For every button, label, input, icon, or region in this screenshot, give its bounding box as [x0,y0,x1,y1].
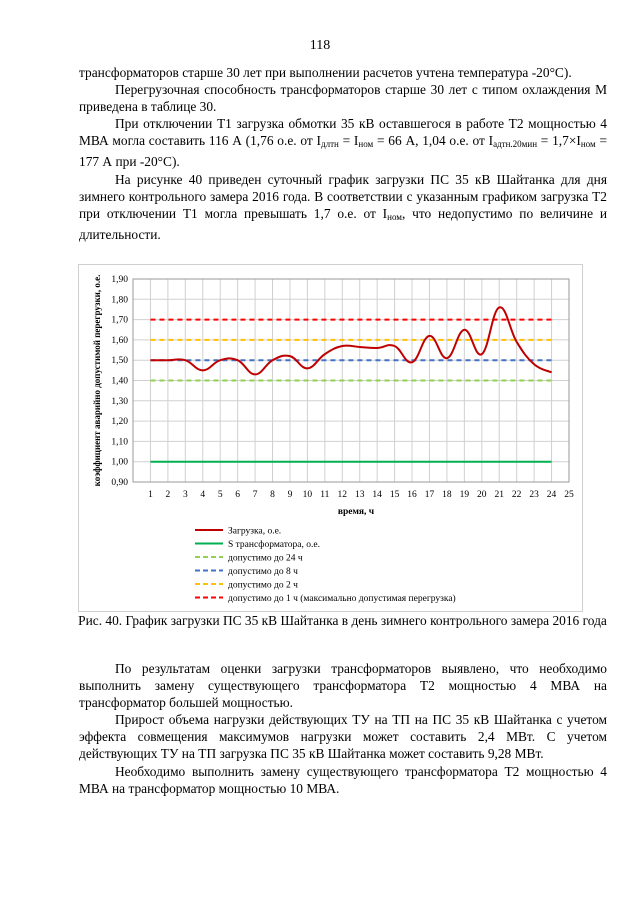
x-tick-label: 18 [442,490,452,500]
y-tick-label: 1,50 [111,356,128,367]
y-tick-label: 1,30 [111,396,128,407]
x-tick-label: 10 [302,490,313,500]
x-tick-label: 7 [252,490,258,500]
legend-label: допустимо до 1 ч (максимально допустимая перегрузка) [228,594,456,604]
y-tick-label: 1,10 [111,437,128,448]
y-axis-title: коэффициент аварийно допустимой перегрузки, о.е. [92,274,102,487]
y-tick-label: 1,60 [111,335,128,346]
x-tick-label: 3 [182,490,188,500]
load-chart-svg [79,265,582,611]
legend-label: допустимо до 2 ч [228,580,298,591]
x-tick-label: 8 [270,490,275,500]
figure-caption: Рис. 40. График загрузки ПС 35 кВ Шайтанка в день зимнего контрольного замера 2016 года [78,613,607,628]
x-tick-label: 20 [477,490,487,500]
y-tick-label: 1,20 [111,417,128,428]
paragraph: По результатам оценки загрузки трансформаторов выявлено, что необходимо выполнить замену существующего трансформатора Т2 мощностью 4 МВА на трансформатор большей мощностью. [79,661,607,711]
legend-label: допустимо до 8 ч [228,567,298,577]
x-tick-label: 23 [529,490,539,500]
x-tick-label: 1 [148,490,153,500]
y-tick-label: 1,80 [111,295,128,306]
paragraph: При отключении Т1 загрузка обмотки 35 кВ оставшегося в работе Т2 мощностью 4 МВА могла составить 116 А (1,76 о.е. от $I_{длтн} = I_{ном} = 66$ А, 1,04 о.е. от $I_{адтн.20мин} = 1,7\times I_{ном} = 177$ А при -20°С). [79,116,607,170]
x-tick-label: 9 [287,490,293,500]
y-tick-label: 1,40 [111,376,128,387]
x-tick-label: 24 [546,490,557,500]
load-chart [78,264,583,612]
x-tick-label: 13 [354,490,365,500]
y-tick-label: 0,90 [111,478,128,488]
body-text-top [79,64,607,243]
paragraph: Перегрузочная способность трансформаторов старше 30 лет с типом охлаждения М приведена в таблице 30. [79,82,607,115]
y-tick-label: 1,90 [111,275,128,285]
x-tick-label: 17 [424,490,435,500]
paragraph: Необходимо выполнить замену существующего трансформатора Т2 мощностью 4 МВА на трансформатор мощностью 10 МВА. [79,763,607,796]
x-tick-label: 21 [494,490,504,500]
paragraph: На рисунке 40 приведен суточный график загрузки ПС 35 кВ Шайтанка для дня зимнего контрольного замера 2016 года. В соответствии с указанным графиком загрузка Т2 при отключении Т1 могла превышать 1,7 о.е. от $I_{ном}$, что недопустимо по величине и длительности. [79,171,607,242]
legend-label: допустимо до 24 ч [228,553,303,564]
x-tick-label: 4 [200,490,206,500]
y-tick-label: 1,00 [111,457,128,468]
x-tick-label: 22 [511,490,522,500]
x-axis-title: время, ч [337,507,375,517]
x-tick-label: 2 [165,490,171,500]
x-tick-label: 19 [459,490,470,500]
x-tick-label: 6 [235,490,241,500]
legend-label: Загрузка, о.е. [228,526,282,537]
x-tick-label: 11 [320,490,330,500]
x-tick-label: 14 [372,490,382,500]
x-tick-label: 16 [407,490,417,500]
x-tick-label: 15 [389,490,400,500]
page-number: 118 [309,38,331,53]
paragraph: трансформаторов старше 30 лет при выполнении расчетов учтена температура -20°С). [79,65,572,80]
legend-label: S трансформатора, о.е. [228,540,320,550]
x-tick-label: 12 [337,490,348,500]
body-text-bottom [79,660,607,797]
x-tick-label: 25 [564,490,574,500]
paragraph: Прирост объема нагрузки действующих ТУ на ТП на ПС 35 кВ Шайтанка с учетом эффекта совмещения максимумов нагрузки может составить 2,4 МВт. С учетом действующих ТУ на ТП загрузка ПС 35 кВ Шайтанка может составить 9,28 МВт. [79,712,607,762]
x-tick-label: 5 [217,490,223,500]
y-tick-label: 1,70 [111,315,128,326]
